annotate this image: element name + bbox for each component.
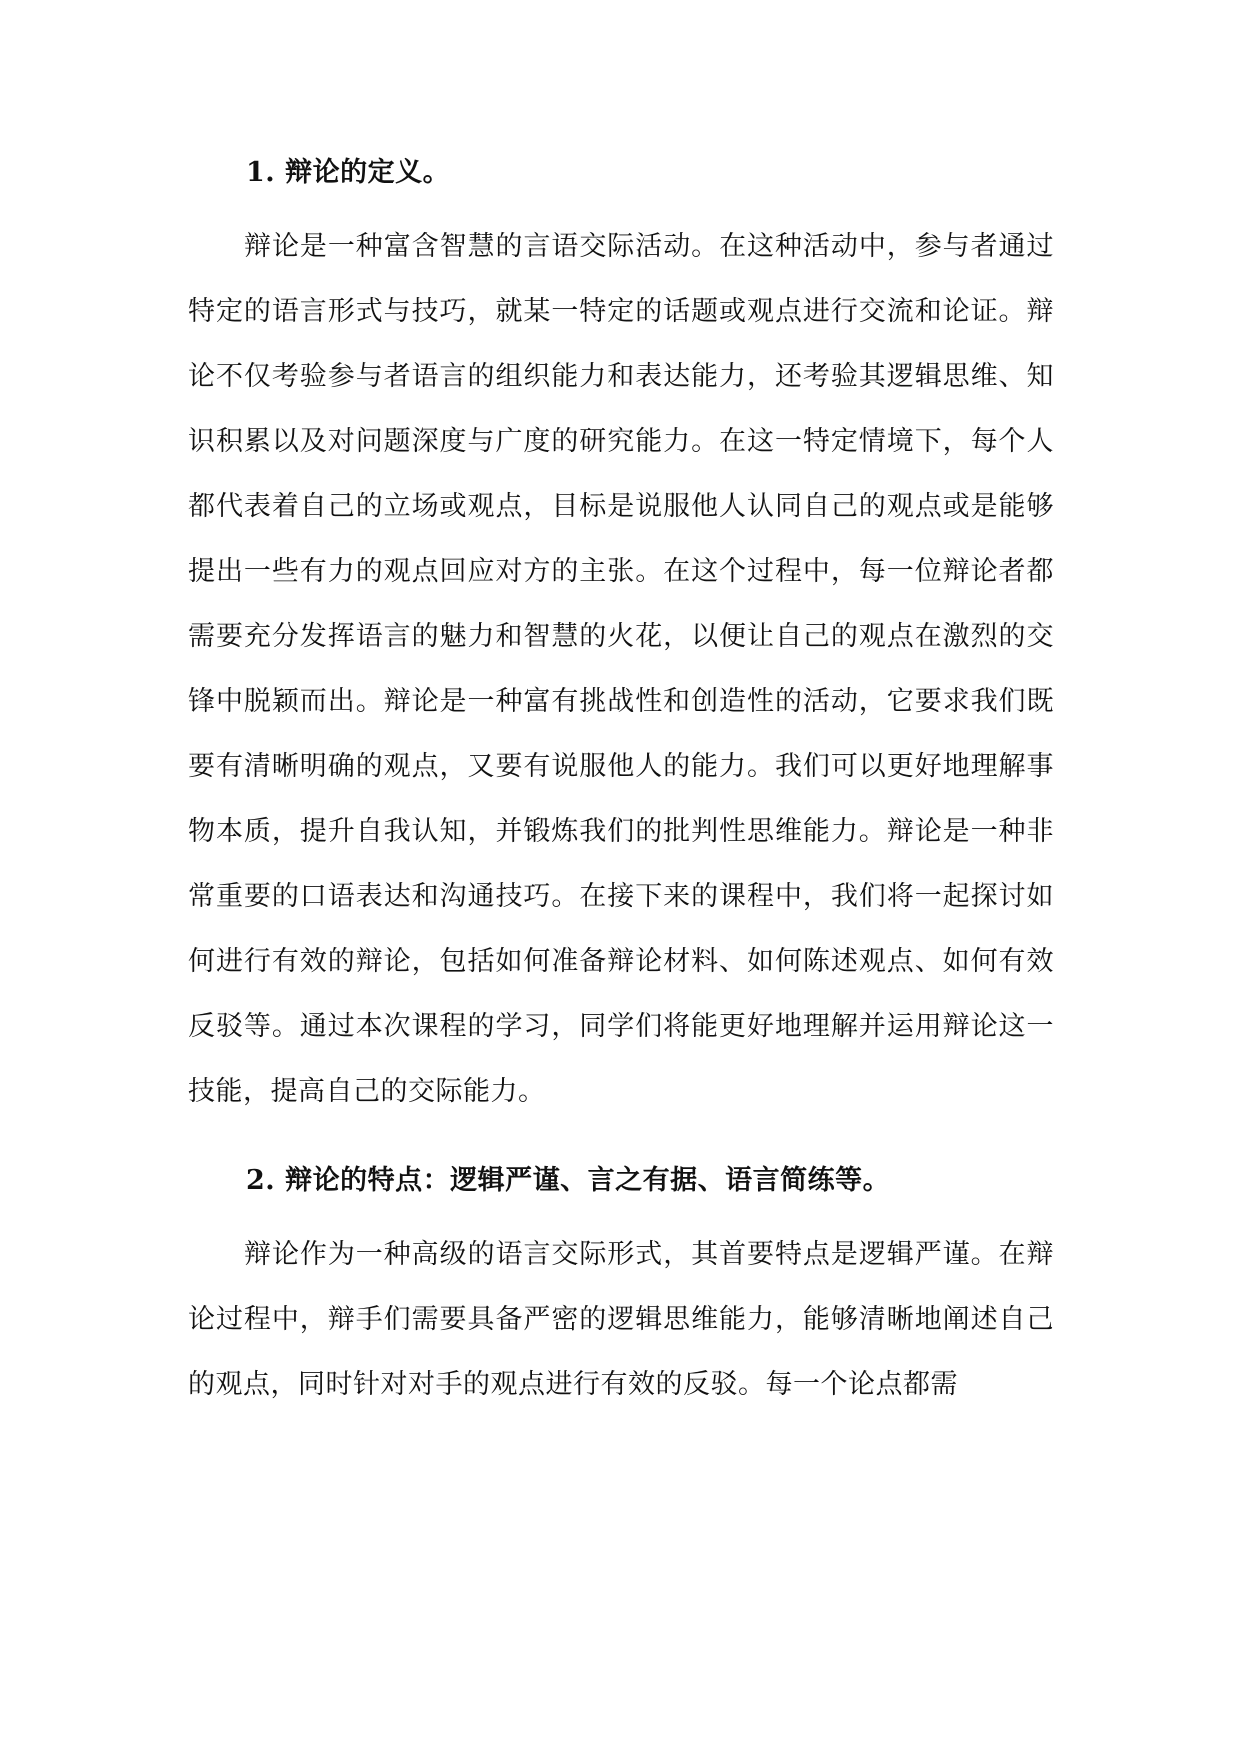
section-divider-space: [188, 1124, 1054, 1150]
section-paragraph-definition: 辩论是一种富含智慧的言语交际活动。在这种活动中，参与者通过特定的语言形式与技巧，就某一特定的话题或观点进行交流和论证。辩论不仅考验参与者语言的组织能力和表达能力，还考验其逻辑思维、知识积累以及对问题深度与广度的研究能力。在这一特定情境下，每个人都代表着自己的立场或观点，目标是说服他人认同自己的观点或是能够提出一些有力的观点回应对方的主张。在这个过程中，每一位辩论者都需要充分发挥语言的魅力和智慧的火花，以便让自己的观点在激烈的交锋中脱颖而出。辩论是一种富有挑战性和创造性的活动，它要求我们既要有清晰明确的观点，又要有说服他人的能力。我们可以更好地理解事物本质，提升自我认知，并锻炼我们的批判性思维能力。辩论是一种非常重要的口语表达和沟通技巧。在接下来的课程中，我们将一起探讨如何进行有效的辩论，包括如何准备辩论材料、如何陈述观点、如何有效反驳等。通过本次课程的学习，同学们将能更好地理解并运用辩论这一技能，提高自己的交际能力。: [188, 231, 1054, 1107]
section-heading-characteristics: 2. 辩论的特点：逻辑严谨、言之有据、语言简练等。: [246, 1165, 891, 1196]
spacer: [188, 204, 1054, 214]
spacer: [188, 1212, 1054, 1222]
document-body: [188, 142, 1054, 1417]
section-paragraph-characteristics: 辩论作为一种高级的语言交际形式，其首要特点是逻辑严谨。在辩论过程中，辩手们需要具备严密的逻辑思维能力，能够清晰地阐述自己的观点，同时针对对手的观点进行有效的反驳。每一个论点都需: [188, 1239, 1054, 1400]
section-heading-definition: 1. 辩论的定义。: [246, 157, 451, 188]
